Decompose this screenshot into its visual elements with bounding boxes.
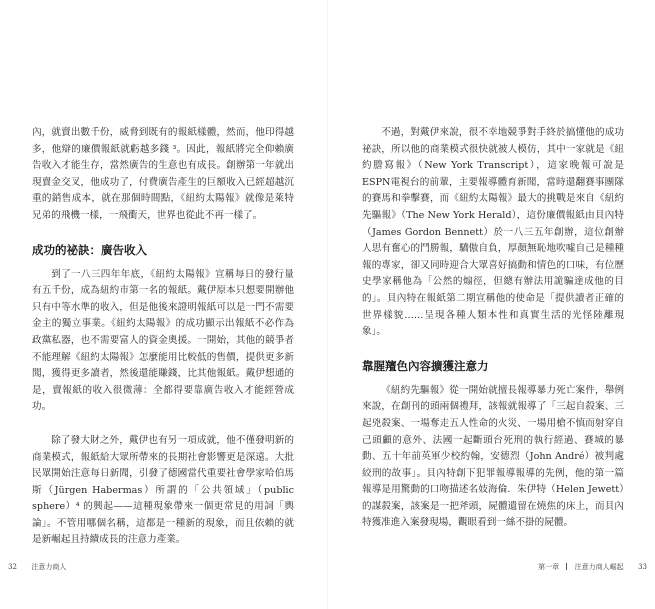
left-page-footer <box>8 562 66 572</box>
right-text-column <box>362 125 624 532</box>
left-running-title: 注意力商人 <box>31 563 67 571</box>
right-page <box>328 0 655 609</box>
left-text-column <box>32 125 294 549</box>
right-page-footer <box>538 562 647 572</box>
right-chapter-label: 第一章 <box>538 563 560 571</box>
right-section-heading: 靠腥羶色內容擴獲注意力 <box>362 358 489 373</box>
right-paragraph-1: 不過，對戴伊來說，很不幸地競爭對手終於搞懂他的成功祕訣，所以他的商業模式很快就被人模仿，其中一家就是《紐約謄寫報》（New York Transcript），這家晚報可說是ESPN電視台的前輩，主要報導體育新聞，當時還翻賽事團隊的賽馬和拳擊賽，而《紐約太陽報》最大的挑戰是來自《紐約先驅報》（The New York Herald），這份廉價報紙由貝內特（James Gordon Bennett）於一八三五年創辦，這位創辦人思有奮心的鬥勝報，驕傲自負，厚顏無恥地吹噓自己是種種報的專家，卻又同時迎合大眾喜好搞動和情色的口味，有位歷史學家稱他為「公然的煽徑，但總有辦法用詭騙達成他的目的」。貝內特在報紙第二期宣稱他的使命是「提供讀者正確的世界樣貌……呈現各種人類本性和真實生活的光怪陸離現象」。 <box>362 127 624 338</box>
left-paragraph-3: 除了發大財之外，戴伊也有另一項成就，他不僅發明新的商業模式，報紙給大眾所帶來的長期社會影響更是深遠。大批民眾開始注意每日新聞，引發了德國當代重要社會學家哈伯馬斯（Jürgen Habermas）所謂的「公共領域」（public sphere）⁴ 的興起——這種現象帶來一個更常見的用詞「輿論」。不管用哪個名稱，這都是一種新的現象，而且依賴的就是新崛起且持續成長的注意力產業。 <box>32 434 294 546</box>
left-page-number: 32 <box>8 563 17 571</box>
footer-separator <box>566 563 567 570</box>
left-paragraph-2: 到了一八三四年年底，《紐約太陽報》宣稱每日的發行量有五千份，成為紐約市第一名的報紙。戴伊原本只想要開辦他只有中等水準的收入，但是他後來證明報紙可以是一門不需要金主的獨立事業。《紐約太陽報》的成功顯示出報紙不必作為政黨私器，也不需要富人的資金奧援。一開始，其他的競爭者不能理解《紐約太陽報》怎麼能用比較低的售價，提供更多新聞，獲得更多讀者，然後還能賺錢，比其他報紙。戴伊想通的是，賣報紙的收入很微薄：全都得要靠廣告收入才能經營成功。 <box>32 268 294 413</box>
right-page-number: 33 <box>638 563 647 571</box>
right-running-title: 注意力商人崛起 <box>574 563 624 571</box>
left-page <box>0 0 327 609</box>
left-section-heading: 成功的祕訣：廣告收入 <box>32 242 147 257</box>
left-paragraph-1: 內，就賣出數千份，威脅到既有的報紙樣體，然而，他印得越多，他辯的廉價報紙就虧越多錢 ³。因此，報紙將完全仰賴廣告收入才能生存，當然廣告的生意也有成長。創辦第一年就出現賣金交叉，他成功了，付費廣告產生的巨額收入已經超越沉重的銷售成本，就在那個時間點，《紐約太陽報》就像是萊特兄弟的飛機一樣，一飛衝天，世界也從此不再一樣了。 <box>32 127 294 221</box>
right-paragraph-2: 《紐約先驅報》從一開始就擅長報導暴力死亡案件，舉例來說，在創刊的頭兩個禮拜，該報就報導了「三起自殺案、三起兇殺案、一場奪走五人性命的火災、一場用槍不慎而射穿自己頭顱的意外、法國一起斷頭台死刑的執行經過、賽城的暴動、五十年前英軍少校約翰，安德烈（John André）被判處絞刑的故事」。貝內特創下犯罪報導報導的先例，他的第一篇報導是用驚動的口吻描述名妓海倫．朱伊特（Helen Jewett）的謀殺案，該案是一把斧頭，屍體遺留在燒焦的床上，而貝內特獲准進入案發現場，觀眼看到一絲不掛的屍體。 <box>362 384 624 529</box>
